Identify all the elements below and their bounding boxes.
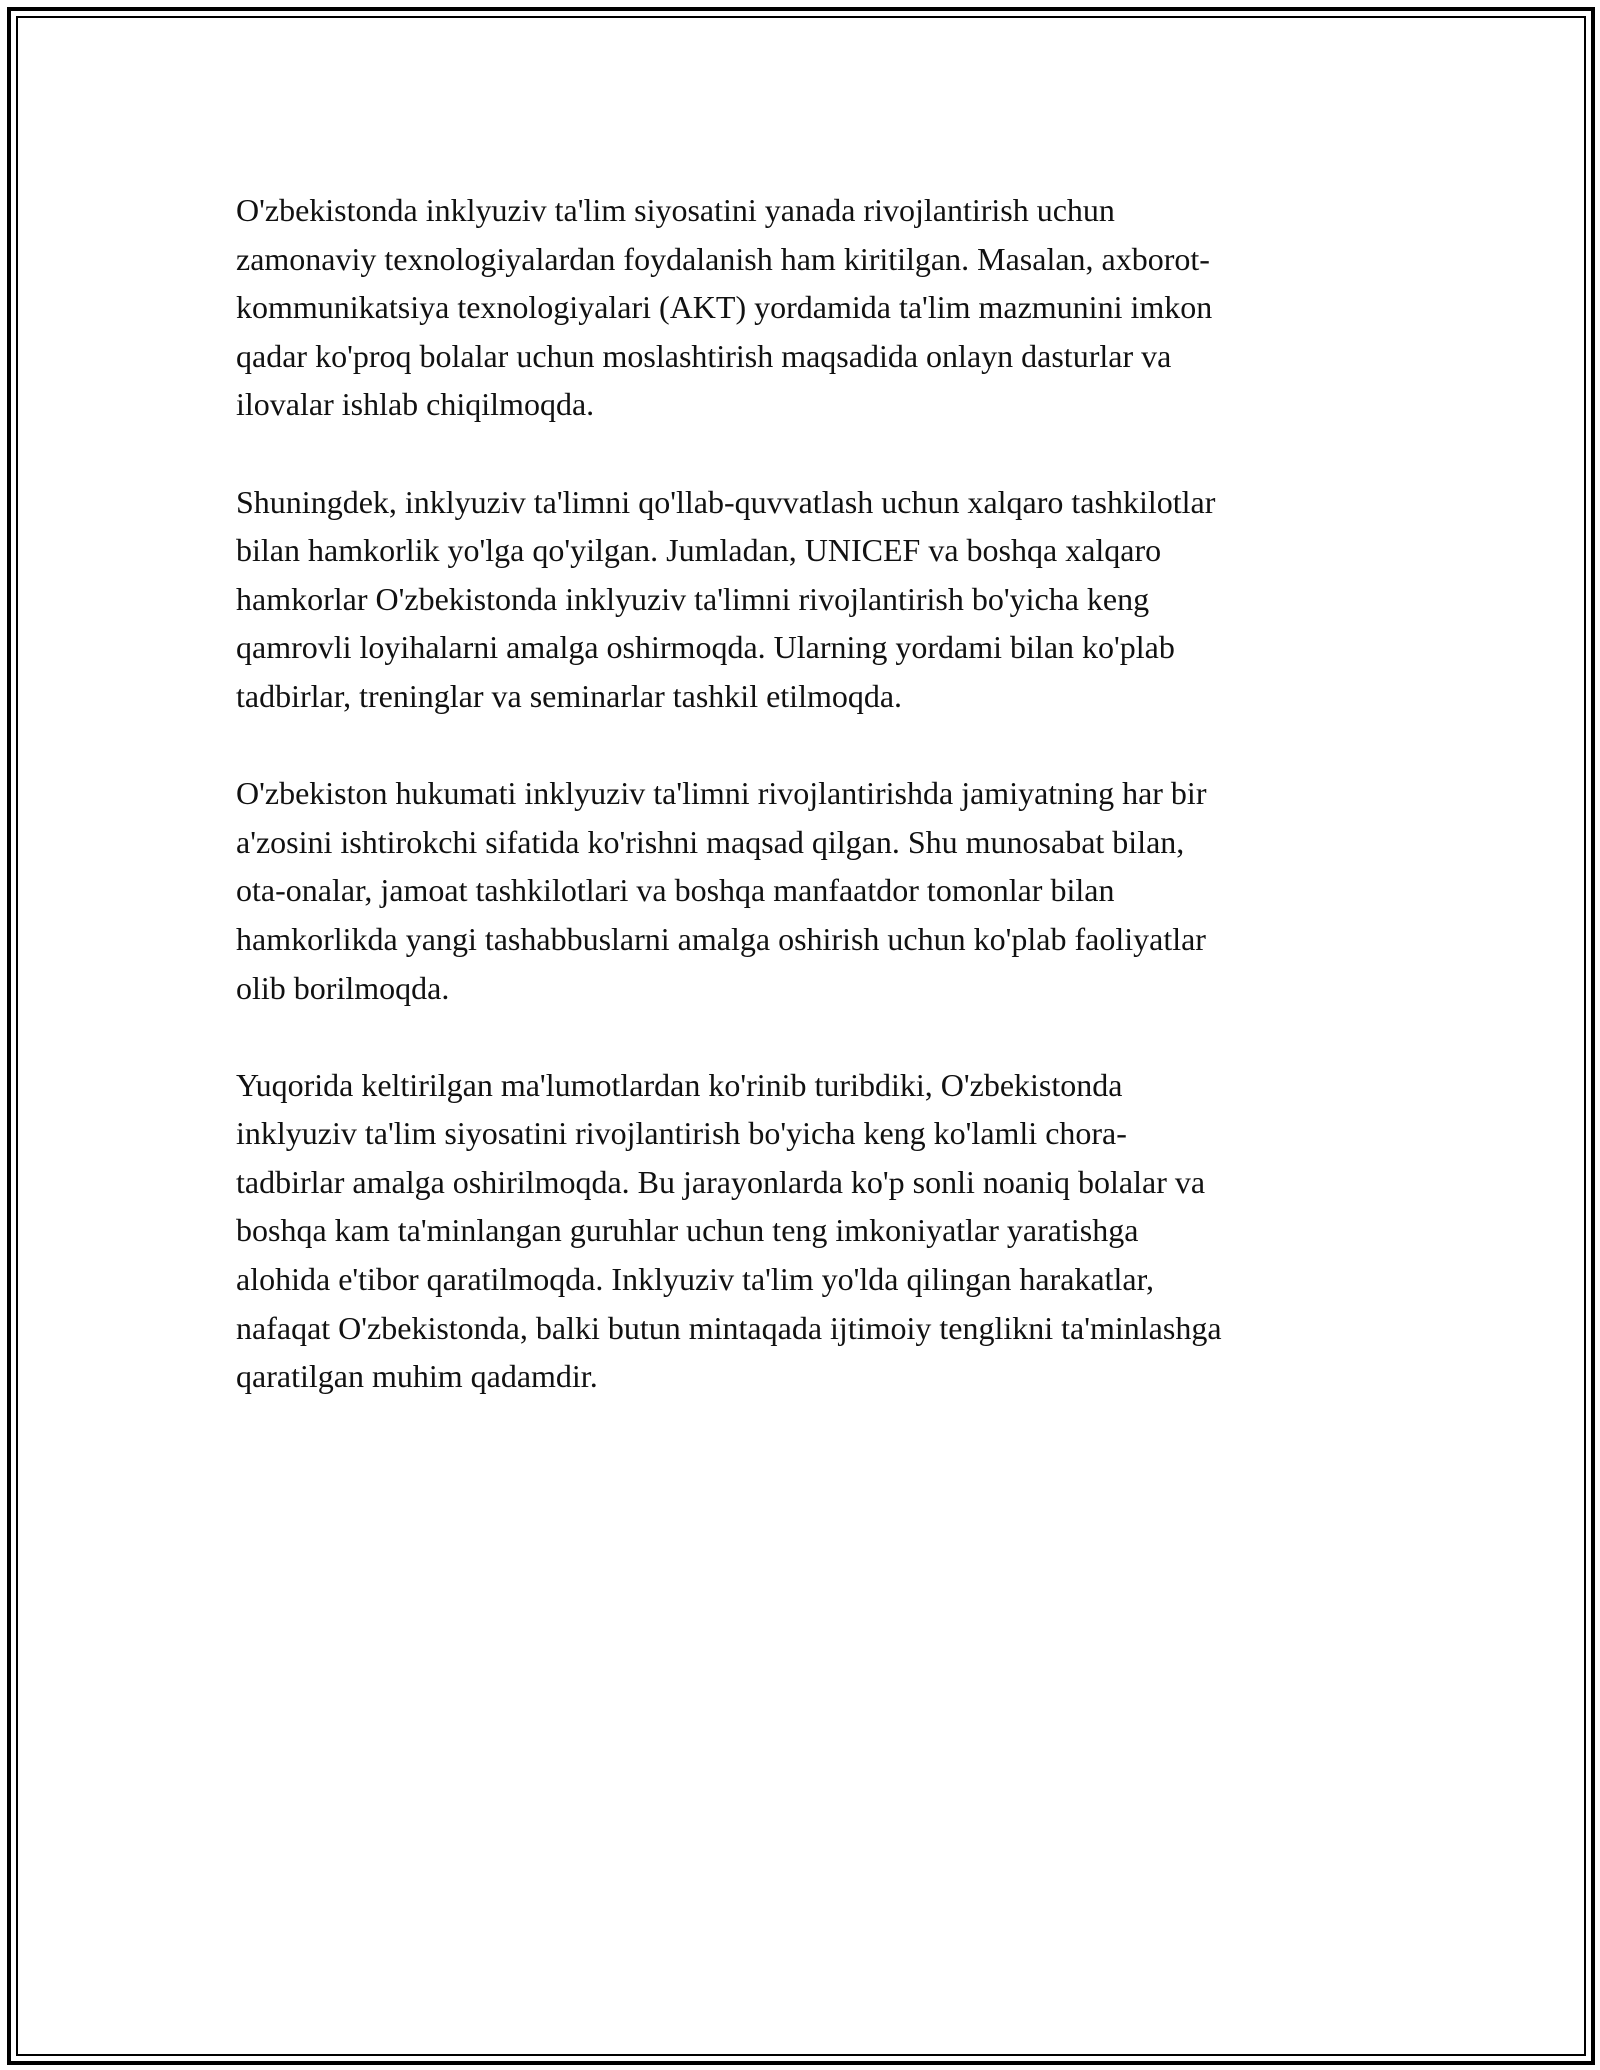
paragraph-line: inklyuziv ta'lim siyosatini rivojlantirish bo'yicha keng ko'lamli chora-	[236, 1115, 1127, 1152]
paragraph-line: qamrovli loyihalarni amalga oshirmoqda. Ularning yordami bilan ko'plab	[236, 629, 1175, 666]
paragraph-line: ota-onalar, jamoat tashkilotlari va boshqa manfaatdor tomonlar bilan	[236, 872, 1115, 909]
paragraph-line: kommunikatsiya texnologiyalari (AKT) yordamida ta'lim mazmunini imkon	[236, 289, 1213, 326]
paragraph-line: O'zbekistonda inklyuziv ta'lim siyosatini yanada rivojlantirish uchun	[236, 192, 1115, 228]
paragraph-4	[236, 1061, 1376, 1401]
paragraph-line: qadar ko'proq bolalar uchun moslashtirish maqsadida onlayn dasturlar va	[236, 337, 1172, 374]
paragraph-3	[236, 769, 1376, 1012]
paragraph-line: Yuqorida keltirilgan ma'lumotlardan ko'rinib turibdiki, O'zbekistonda	[236, 1066, 1123, 1103]
paragraph-line: hamkorlar O'zbekistonda inklyuziv ta'limni rivojlantirish bo'yicha keng	[236, 580, 1150, 617]
paragraph-line: nafaqat O'zbekistonda, balki butun mintaqada ijtimoiy tenglikni ta'minlashga	[236, 1309, 1222, 1346]
paragraph-line: ilovalar ishlab chiqilmoqda.	[236, 386, 595, 423]
paragraph-line: bilan hamkorlik yo'lga qo'yilgan. Jumladan, UNICEF va boshqa xalqaro	[236, 532, 1162, 569]
paragraph-1	[236, 186, 1376, 429]
paragraph-line: alohida e'tibor qaratilmoqda. Inklyuziv ta'lim yo'lda qilingan harakatlar,	[236, 1261, 1154, 1298]
paragraph-line: O'zbekiston hukumati inklyuziv ta'limni rivojlantirishda jamiyatning har bir	[236, 775, 1207, 812]
paragraph-2	[236, 478, 1376, 721]
paragraph-line: a'zosini ishtirokchi sifatida ko'rishni maqsad qilgan. Shu munosabat bilan,	[236, 823, 1185, 860]
paragraph-line: boshqa kam ta'minlangan guruhlar uchun teng imkoniyatlar yaratishga	[236, 1212, 1139, 1249]
paragraph-line: olib borilmoqda.	[236, 969, 450, 1006]
document-body	[236, 186, 1376, 1449]
paragraph-line: Shuningdek, inklyuziv ta'limni qo'llab-quvvatlash uchun xalqaro tashkilotlar	[236, 483, 1216, 520]
paragraph-line: qaratilgan muhim qadamdir.	[236, 1358, 598, 1395]
paragraph-line: zamonaviy texnologiyalardan foydalanish ham kiritilgan. Masalan, axborot-	[236, 240, 1210, 277]
paragraph-line: hamkorlikda yangi tashabbuslarni amalga oshirish uchun ko'plab faoliyatlar	[236, 920, 1206, 957]
paragraph-line: tadbirlar amalga oshirilmoqda. Bu jarayonlarda ko'p sonli noaniq bolalar va	[236, 1163, 1206, 1200]
paragraph-line: tadbirlar, treninglar va seminarlar tashkil etilmoqda.	[236, 677, 903, 714]
